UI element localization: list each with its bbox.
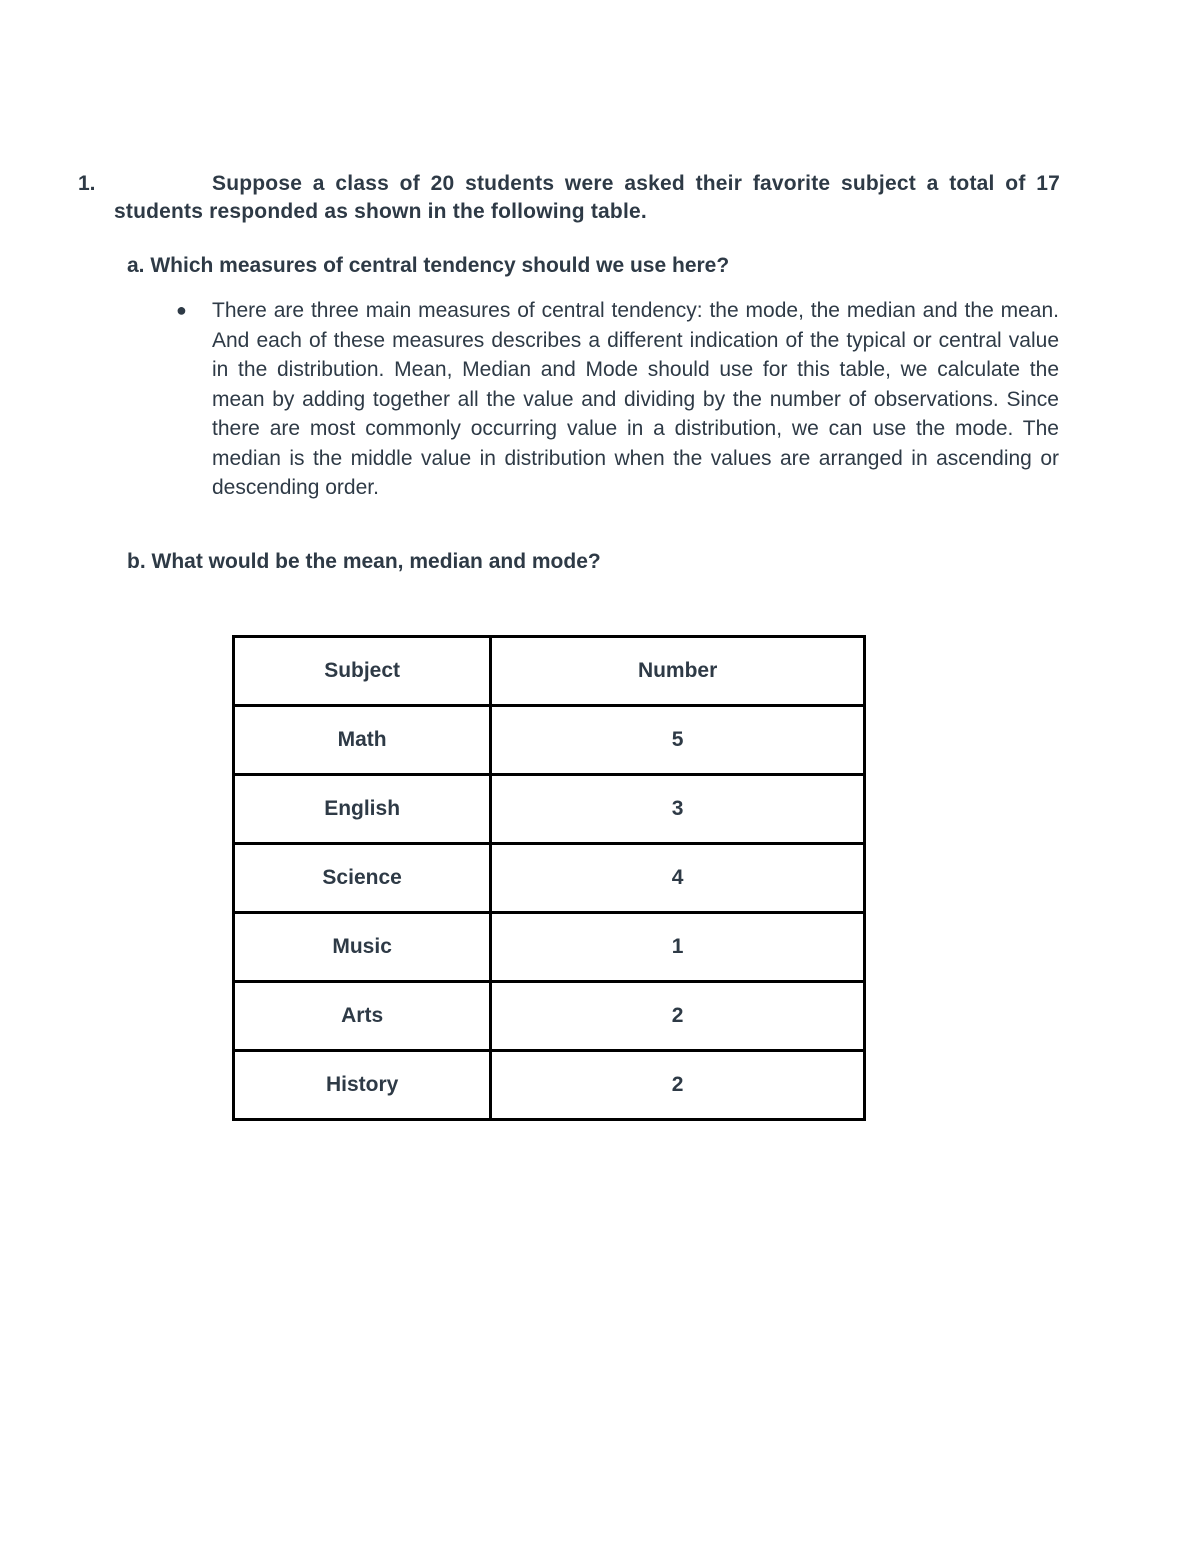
- table-row: [234, 706, 865, 775]
- number-cell: 4: [491, 844, 865, 913]
- number-cell: 2: [491, 1051, 865, 1120]
- table-row: [234, 844, 865, 913]
- header-number: Number: [491, 637, 865, 706]
- subject-table: [232, 635, 866, 1121]
- table-row: [234, 1051, 865, 1120]
- table-row: [234, 775, 865, 844]
- question-text: Suppose a class of 20 students were asked their favorite subject a total of 17 students responded as shown in the following table.: [114, 172, 1060, 223]
- question-number: 1.: [78, 172, 96, 195]
- bullet-icon: ●: [176, 300, 187, 320]
- number-cell: 3: [491, 775, 865, 844]
- table-header-row: [234, 637, 865, 706]
- number-cell: 2: [491, 982, 865, 1051]
- subject-cell: History: [234, 1051, 491, 1120]
- table-row: [234, 913, 865, 982]
- part-b-label: b. What would be the mean, median and mode?: [127, 550, 601, 573]
- subject-cell: Science: [234, 844, 491, 913]
- part-a-answer: There are three main measures of central tendency: the mode, the median and the mean. And each of these measures describes a different indication of the typical or central value in the distribution. Mean, Median and Mode should use for this table, we calculate the mean by adding together all the value and dividing by the number of observations. Since there are most commonly occurring value in a distribution, we can use the mode. The median is the middle value in distribution when the values are arranged in ascending or descending order.: [212, 299, 1059, 499]
- number-cell: 5: [491, 706, 865, 775]
- subject-cell: Music: [234, 913, 491, 982]
- number-cell: 1: [491, 913, 865, 982]
- part-a-label: a. Which measures of central tendency should we use here?: [127, 254, 730, 277]
- table-row: [234, 982, 865, 1051]
- subject-cell: English: [234, 775, 491, 844]
- subject-cell: Math: [234, 706, 491, 775]
- header-subject: Subject: [234, 637, 491, 706]
- subject-cell: Arts: [234, 982, 491, 1051]
